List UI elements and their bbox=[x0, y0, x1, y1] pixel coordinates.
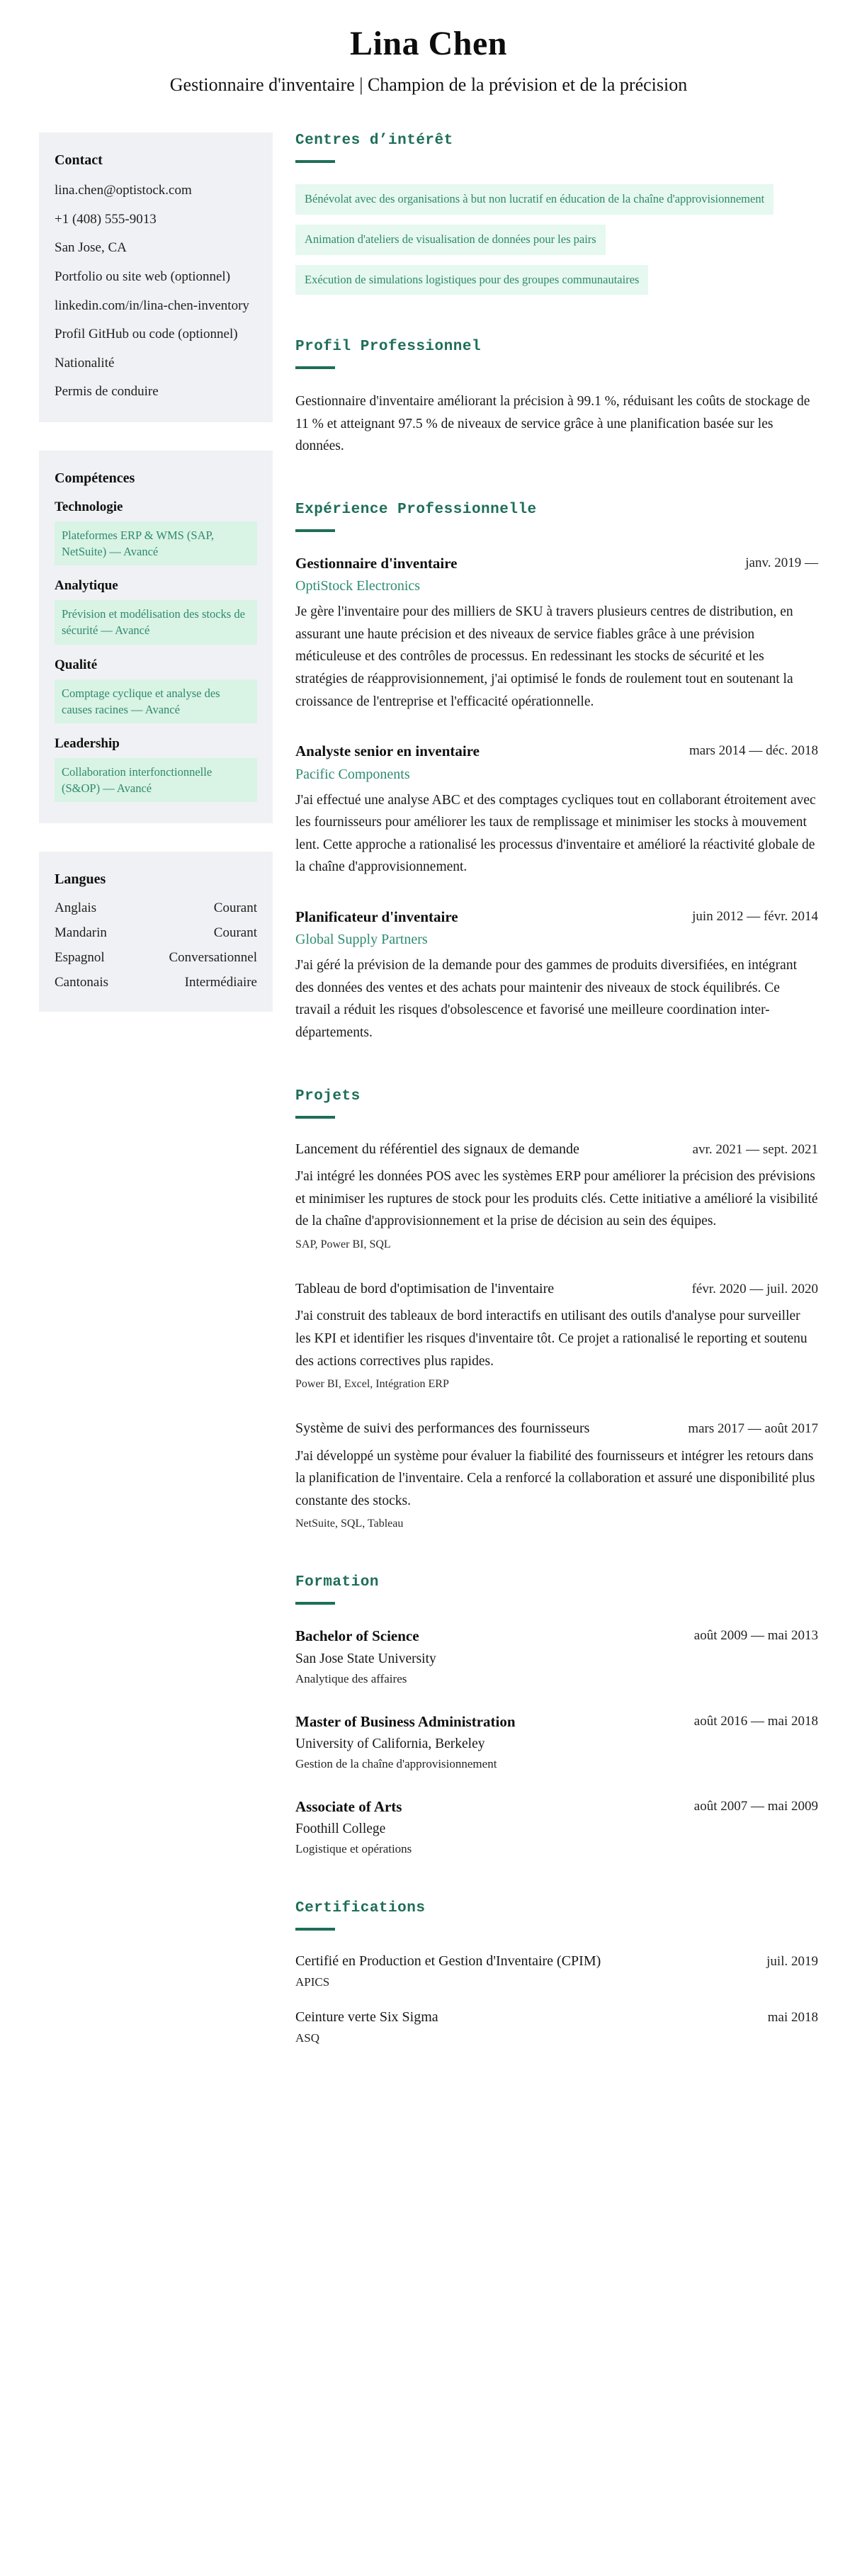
language-level: Courant bbox=[213, 900, 257, 915]
project-description: J'ai construit des tableaux de bord interactifs en utilisant des outils d'analyse pour surveiller les KPI et identifier les risques d'inventaire tôt. Ce projet a rationalisé le reporting et soutenu des actions correctives plus rapides. bbox=[295, 1309, 808, 1369]
languages-section bbox=[39, 852, 273, 1012]
skill-pill: Comptage cyclique et analyse des causes racines — Avancé bbox=[55, 679, 257, 723]
project-dates: avr. 2021 — sept. 2021 bbox=[692, 1141, 818, 1157]
section-underline bbox=[295, 1602, 335, 1605]
job-description: J'ai effectué une analyse ABC et des comptages cycliques tout en collaborant étroitement avec les fournisseurs pour améliorer les taux de remplissage et minimiser les stocks à mouvement lent. Cette approche a rationalisé les processus d'inventaire et amélioré la réactivité globale de la chaîne d'approvisionnement. bbox=[295, 792, 816, 875]
interest-pill: Animation d'ateliers de visualisation de données pour les pairs bbox=[295, 225, 606, 255]
job-company: Pacific Components bbox=[295, 766, 410, 782]
certification-name: Certifié en Production et Gestion d'Inventaire (CPIM) bbox=[295, 1953, 601, 1970]
section-underline bbox=[295, 366, 335, 369]
contact-item: linkedin.com/in/lina-chen-inventory bbox=[55, 298, 249, 313]
experience-section bbox=[295, 502, 818, 1044]
language-row bbox=[55, 975, 257, 990]
skill-pill: Plateformes ERP & WMS (SAP, NetSuite) — Avancé bbox=[55, 521, 257, 565]
candidate-name: Lina Chen bbox=[350, 25, 507, 62]
skills-section bbox=[39, 451, 273, 823]
experience-item-header bbox=[295, 741, 818, 761]
project-item bbox=[295, 1419, 818, 1530]
contact-item: +1 (408) 555-9013 bbox=[55, 211, 157, 227]
education-dates: août 2016 — mai 2018 bbox=[693, 1713, 818, 1729]
language-row bbox=[55, 950, 257, 966]
project-dates: févr. 2020 — juil. 2020 bbox=[691, 1281, 818, 1297]
skill-category-label: Analytique bbox=[55, 578, 118, 594]
school-name: Foothill College bbox=[295, 1821, 386, 1837]
skill-pill: Collaboration interfonctionnelle (S&OP) — Avancé bbox=[55, 758, 257, 802]
project-tools: Power BI, Excel, Intégration ERP bbox=[295, 1378, 449, 1391]
education-item-header bbox=[295, 1797, 818, 1817]
job-dates: janv. 2019 — bbox=[745, 555, 818, 570]
project-description: J'ai intégré les données POS avec les systèmes ERP pour améliorer la précision des prévisions et minimiser les ruptures de stock pour les produits clés. Cette initiative a amélioré la visibilité de la chaîne d'approvisionnement et la prise de décision au sein des équipes. bbox=[295, 1169, 818, 1229]
education-dates: août 2009 — mai 2013 bbox=[693, 1628, 818, 1644]
skill-category-label: Technologie bbox=[55, 499, 123, 515]
project-item-header bbox=[295, 1419, 818, 1439]
certifications-section bbox=[295, 1900, 818, 2045]
education-item bbox=[295, 1797, 818, 1856]
school-name: San Jose State University bbox=[295, 1651, 436, 1666]
resume-header bbox=[39, 24, 818, 96]
project-title: Lancement du référentiel des signaux de demande bbox=[295, 1141, 579, 1157]
language-level: Conversationnel bbox=[169, 949, 257, 965]
degree-name: Master of Business Administration bbox=[295, 1712, 516, 1730]
project-item-header bbox=[295, 1279, 818, 1299]
contact-item: lina.chen@optistock.com bbox=[55, 183, 192, 198]
experience-item bbox=[295, 907, 818, 1044]
projects-section bbox=[295, 1088, 818, 1531]
contact-item: Nationalité bbox=[55, 355, 115, 371]
certification-dates: mai 2018 bbox=[767, 2009, 818, 2025]
job-company: Global Supply Partners bbox=[295, 932, 428, 948]
contact-item: San Jose, CA bbox=[55, 240, 127, 256]
project-dates: mars 2017 — août 2017 bbox=[688, 1421, 818, 1437]
section-underline bbox=[295, 529, 335, 532]
interests-section bbox=[295, 132, 818, 295]
degree-name: Bachelor of Science bbox=[295, 1627, 419, 1645]
contact-title: Contact bbox=[55, 152, 103, 168]
certification-dates: juil. 2019 bbox=[766, 1954, 818, 1970]
skill-category-label: Qualité bbox=[55, 657, 98, 672]
experience-item-header bbox=[295, 907, 818, 927]
job-title: Gestionnaire d'inventaire bbox=[295, 554, 458, 572]
contact-section bbox=[39, 132, 273, 422]
certification-item bbox=[295, 2008, 818, 2045]
contact-item: Permis de conduire bbox=[55, 384, 159, 400]
interests-title: Centres d’intérêt bbox=[295, 132, 453, 149]
job-dates: juin 2012 — févr. 2014 bbox=[692, 908, 818, 924]
certification-item-header bbox=[295, 1952, 818, 1972]
certifications-title: Certifications bbox=[295, 1900, 426, 1917]
education-item bbox=[295, 1712, 818, 1771]
projects-list bbox=[295, 1140, 818, 1531]
project-item-header bbox=[295, 1140, 818, 1160]
experience-item bbox=[295, 553, 818, 713]
job-description: Je gère l'inventaire pour des milliers de SKU à travers plusieurs centres de distribution, en assurant une haute précision et des niveaux de service fiables grâce à une prévision méticuleuse et des contrôles de processus. En redessinant les stocks de sécurité et les stratégies de réapprovisionnement, j'ai optimisé le fonds de roulement tout en soutenant la croissance de l'entreprise et l'efficacité opérationnelle. bbox=[295, 604, 793, 709]
section-underline bbox=[295, 1928, 335, 1931]
certification-issuer: APICS bbox=[295, 1975, 330, 1989]
school-name: University of California, Berkeley bbox=[295, 1736, 485, 1752]
certification-item-header bbox=[295, 2008, 818, 2028]
experience-list bbox=[295, 553, 818, 1044]
language-name: Cantonais bbox=[55, 974, 108, 990]
education-section bbox=[295, 1574, 818, 1856]
education-list bbox=[295, 1626, 818, 1856]
interest-pill: Bénévolat avec des organisations à but non lucratif en éducation de la chaîne d'approvisionnement bbox=[295, 184, 774, 215]
project-item bbox=[295, 1279, 818, 1391]
language-row bbox=[55, 900, 257, 916]
language-level: Intermédiaire bbox=[184, 974, 257, 990]
project-description: J'ai développé un système pour évaluer la fiabilité des fournisseurs et intégrer les retours dans la planification de l'inventaire. Cela a renforcé la collaboration et assuré une disponibilité plus constante des stocks. bbox=[295, 1448, 815, 1508]
contact-list bbox=[55, 181, 257, 401]
job-description: J'ai géré la prévision de la demande pour des gammes de produits diversifiées, en intégrant des données des ventes et des achats pour maintenir des niveaux de stock équilibrés. Ce travail a réduit les risques d'obsolescence et favorisé une meilleure coordination inter-départements. bbox=[295, 958, 797, 1040]
main-column bbox=[295, 132, 818, 2089]
skill-group bbox=[55, 736, 257, 802]
contact-item: Portfolio ou site web (optionnel) bbox=[55, 269, 231, 284]
job-title: Planificateur d'inventaire bbox=[295, 908, 458, 925]
field-of-study: Analytique des affaires bbox=[295, 1671, 407, 1685]
languages-list bbox=[55, 900, 257, 990]
education-dates: août 2007 — mai 2009 bbox=[693, 1799, 818, 1814]
skill-group bbox=[55, 499, 257, 565]
project-title: Tableau de bord d'optimisation de l'inventaire bbox=[295, 1280, 555, 1297]
education-item-header bbox=[295, 1712, 818, 1732]
resume-body bbox=[39, 132, 818, 2089]
profile-section bbox=[295, 339, 818, 458]
profile-title: Profil Professionnel bbox=[295, 339, 482, 356]
language-name: Espagnol bbox=[55, 949, 105, 965]
contact-item: Profil GitHub ou code (optionnel) bbox=[55, 327, 238, 342]
field-of-study: Logistique et opérations bbox=[295, 1842, 412, 1856]
interests-list bbox=[295, 184, 818, 295]
education-item-header bbox=[295, 1626, 818, 1646]
skill-group bbox=[55, 578, 257, 644]
interest-pill: Exécution de simulations logistiques pour des groupes communautaires bbox=[295, 265, 648, 295]
degree-name: Associate of Arts bbox=[295, 1798, 402, 1816]
skill-category-label: Leadership bbox=[55, 735, 120, 751]
language-row bbox=[55, 925, 257, 941]
certification-issuer: ASQ bbox=[295, 2030, 320, 2045]
language-name: Mandarin bbox=[55, 925, 107, 940]
field-of-study: Gestion de la chaîne d'approvisionnement bbox=[295, 1757, 497, 1771]
skill-pill: Prévision et modélisation des stocks de sécurité — Avancé bbox=[55, 600, 257, 644]
certification-item bbox=[295, 1952, 818, 1989]
skills-title: Compétences bbox=[55, 470, 135, 487]
skill-group bbox=[55, 657, 257, 723]
profile-summary: Gestionnaire d'inventaire améliorant la précision à 99.1 %, réduisant les coûts de stockage de 11 % et atteignant 97.5 % de niveaux de service grâce à une planification basée sur les données. bbox=[295, 394, 810, 454]
education-item bbox=[295, 1626, 818, 1685]
experience-title: Expérience Professionnelle bbox=[295, 501, 537, 518]
project-title: Système de suivi des performances des fournisseurs bbox=[295, 1420, 590, 1437]
project-tools: NetSuite, SQL, Tableau bbox=[295, 1518, 404, 1530]
certifications-list bbox=[295, 1952, 818, 2045]
section-underline bbox=[295, 160, 335, 163]
job-company: OptiStock Electronics bbox=[295, 578, 421, 594]
candidate-subtitle: Gestionnaire d'inventaire | Champion de la prévision et de la précision bbox=[169, 74, 688, 95]
projects-title: Projets bbox=[295, 1088, 361, 1105]
job-dates: mars 2014 — déc. 2018 bbox=[688, 743, 818, 759]
certification-name: Ceinture verte Six Sigma bbox=[295, 2009, 438, 2025]
job-title: Analyste senior en inventaire bbox=[295, 742, 480, 760]
experience-item bbox=[295, 741, 818, 879]
language-name: Anglais bbox=[55, 900, 97, 915]
experience-item-header bbox=[295, 553, 818, 573]
education-title: Formation bbox=[295, 1574, 379, 1591]
language-level: Courant bbox=[213, 925, 257, 940]
project-item bbox=[295, 1140, 818, 1251]
project-tools: SAP, Power BI, SQL bbox=[295, 1238, 391, 1250]
languages-title: Langues bbox=[55, 871, 106, 887]
skills-list bbox=[55, 499, 257, 802]
section-underline bbox=[295, 1116, 335, 1119]
sidebar bbox=[39, 132, 273, 1040]
